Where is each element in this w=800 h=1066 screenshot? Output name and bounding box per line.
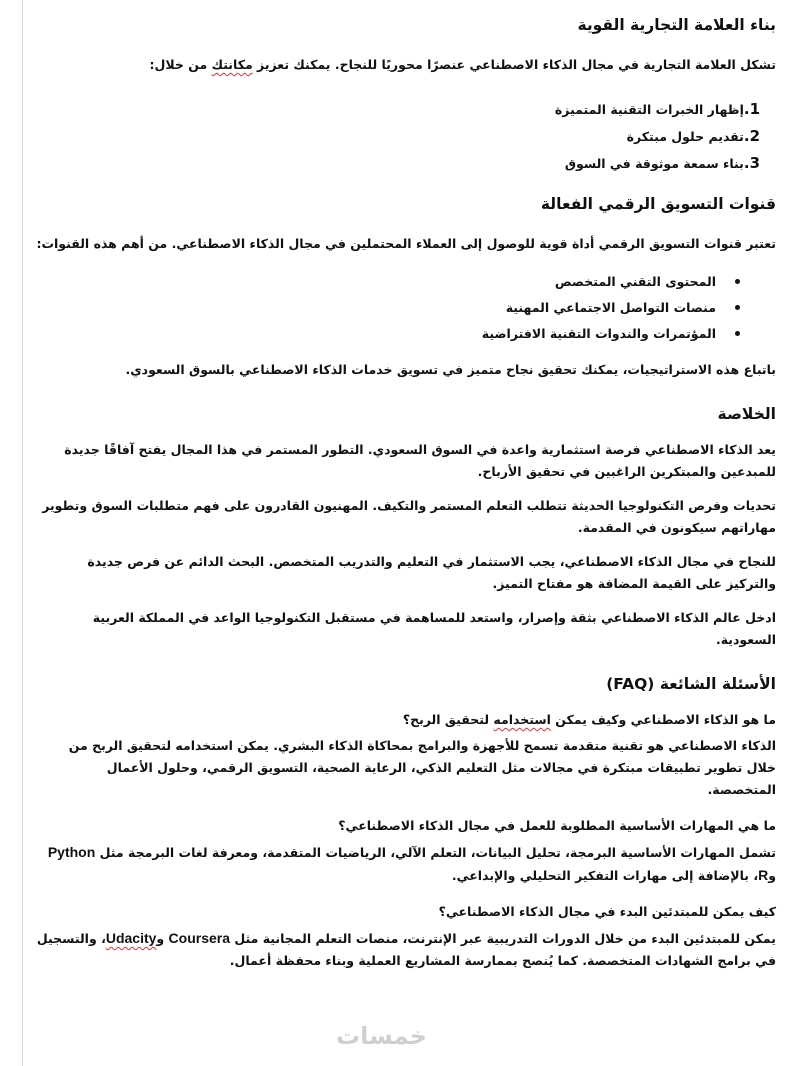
watermark-logo: خمسات	[336, 1022, 427, 1050]
spellcheck-flag: Udacity	[105, 930, 157, 946]
brand-intro: تشكل العلامة التجارية في مجال الذكاء الاصطناعي عنصرًا محوريًا للنجاح. يمكنك تعزيز مكانتك من خلال:	[149, 57, 776, 72]
channels-closing: باتباع هذه الاستراتيجيات، يمكنك تحقيق نجاح متميز في تسويق خدمات الذكاء الاصطناعي بالسوق السعودي.	[125, 362, 776, 377]
list-item: المؤتمرات والندوات التقنية الافتراضية	[36, 321, 776, 347]
bullet-icon	[735, 279, 740, 284]
heading-faq: الأسئلة الشائعة (FAQ)	[606, 675, 776, 693]
list-item: 1.إظهار الخبرات التقنية المتميزة	[554, 100, 760, 118]
page-left-border	[22, 0, 23, 1066]
conclusion-paragraph-1: يعد الذكاء الاصطناعي فرصة استثمارية واعدة في السوق السعودي. التطور المستمر في هذا المجال يفتح آفاقًا جديدة للمبدعين والمبتكرين الراغبين في تحقيق الأرباح.	[64, 442, 776, 479]
faq-question-1: ما هو الذكاء الاصطناعي وكيف يمكن استخدامه لتحقيق الربح؟	[402, 712, 776, 727]
heading-conclusion: الخلاصة	[717, 405, 776, 423]
list-item: 2.تقديم حلول مبتكرة	[626, 127, 760, 145]
list-item: 3.بناء سمعة موثوقة في السوق	[564, 154, 760, 172]
bullet-icon	[735, 331, 740, 336]
faq-answer-3: يمكن للمبتدئين البدء من خلال الدورات التدريبية عبر الإنترنت، منصات التعلم المجانية مثل Coursera وUdacity، والتسجيل في برامج الشهادات المتخصصة. كما يُنصح بممارسة المشاريع العملية وبناء محفظة أعمال.	[36, 930, 776, 968]
spellcheck-flag: مكانتك	[211, 57, 253, 72]
faq-question-3: كيف يمكن للمبتدئين البدء في مجال الذكاء الاصطناعي؟	[438, 904, 776, 919]
list-item: منصات التواصل الاجتماعي المهنية	[36, 295, 776, 321]
faq-answer-2: تشمل المهارات الأساسية البرمجة، تحليل البيانات، التعلم الآلي، الرياضيات المتقدمة، ومعرفة لغات البرمجة مثل Python وR، بالإضافة إلى مهارات التفكير التحليلي والإبداعي.	[47, 844, 776, 883]
list-item: المحتوى التقني المتخصص	[36, 269, 776, 295]
conclusion-paragraph-3: للنجاح في مجال الذكاء الاصطناعي، يجب الاستثمار في التعليم والتدريب المتخصص. البحث الدائم عن فرص جديدة والتركيز على القيمة المضافة هو مفتاح التميز.	[87, 554, 776, 591]
brand-numbered-list	[36, 96, 776, 177]
channels-intro: تعتبر قنوات التسويق الرقمي أداة قوية للوصول إلى العملاء المحتملين في مجال الذكاء الاصطناعي. من أهم هذه القنوات:	[36, 236, 776, 251]
conclusion-paragraph-2: تحديات وفرص التكنولوجيا الحديثة تتطلب التعلم المستمر والتكيف. المهنيون القادرون على فهم متطلبات السوق وتطوير مهاراتهم سيكونون في المقدمة.	[42, 498, 776, 535]
faq-answer-1: الذكاء الاصطناعي هو تقنية متقدمة تسمح للأجهزة والبرامج بمحاكاة الذكاء البشري. يمكن استخدامه لتحقيق الربح من خلال تطوير تطبيقات مبتكرة في مجالات مثل التعليم الذكي، الرعاية الصحية، التسويق الرقمي، وحلول الأعمال المتخصصة.	[68, 738, 776, 797]
bullet-icon	[735, 305, 740, 310]
channels-bullet-list	[36, 269, 776, 347]
heading-brand: بناء العلامة التجارية القوية	[577, 16, 776, 34]
document-body	[36, 14, 776, 972]
heading-channels: قنوات التسويق الرقمي الفعالة	[540, 195, 776, 213]
spellcheck-flag: استخدامه	[493, 712, 551, 727]
faq-question-2: ما هي المهارات الأساسية المطلوبة للعمل في مجال الذكاء الاصطناعي؟	[338, 818, 776, 833]
conclusion-paragraph-4: ادخل عالم الذكاء الاصطناعي بثقة وإصرار، واستعد للمساهمة في مستقبل التكنولوجيا الواعد في المملكة العربية السعودية.	[92, 610, 776, 647]
